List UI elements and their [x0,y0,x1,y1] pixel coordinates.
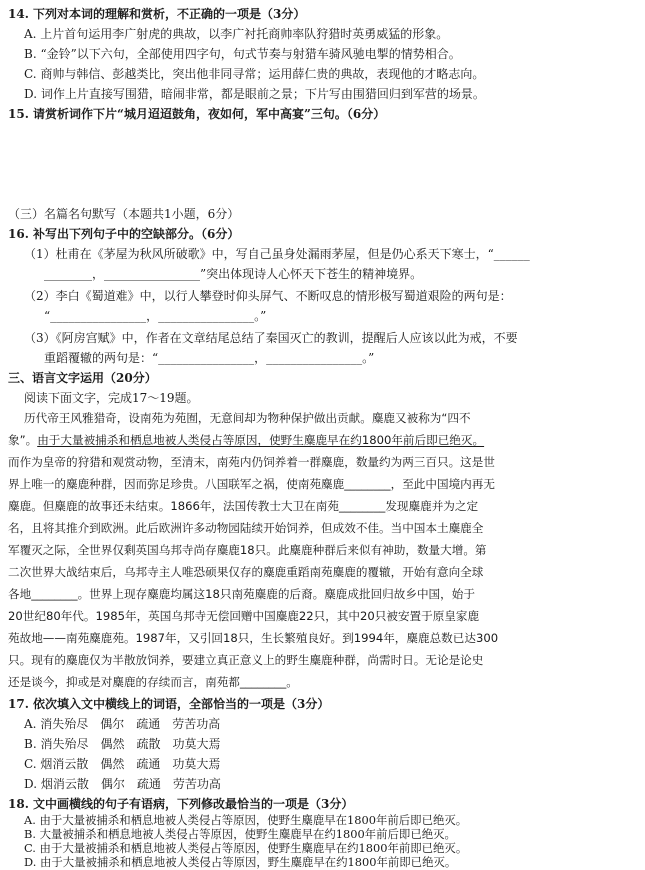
q18-option-d: D. 由于大量被捕杀和栖息地被人类侵占等原因，野生麋鹿早在约1800年前即已绝灭。 [24,855,457,869]
passage-line-4: 界上唯一的麋鹿种群，因而弥足珍贵。八国联军之祸，使南苑麋鹿________，至此中国境内再无 [8,477,495,491]
section-three-title: （三）名篇名句默写（本题共1小题，6分） [8,207,240,221]
q16-part3-line2: 重蹈覆辙的两句是：“________________，________________。” [44,351,375,365]
q14-option-c: C. 商帅与韩信、彭越类比，突出他非同寻常；运用薛仁贵的典故，表现他的才略志向。 [24,67,485,81]
q16-part3-line1: （3）《阿房宫赋》中，作者在文章结尾总结了秦国灭亡的教训，提醒后人应该以此为戒，不要 [24,331,518,345]
passage-line-9: 各地________。世界上现存麋鹿均属这18只南苑麋鹿的后裔。麋鹿成批回归故乡中国，始于 [8,587,475,601]
part-three-title: 三、语言文字运用（20分） [8,371,157,385]
q17-option-d: D. 烟消云散 偶尔 疏通 劳苦功高 [24,777,221,791]
q16-part1-line2: ________，________________”突出体现诗人心怀天下苍生的精神境界。 [44,267,423,281]
q18-stem: 18. 文中画横线的句子有语病，下列修改最恰当的一项是（3分） [8,797,354,811]
passage-line-13: 还是谈今，抑或是对麋鹿的存续而言，南苑都________。 [8,675,298,689]
q17-option-a: A. 消失殆尽 偶尔 疏通 劳苦功高 [24,717,221,731]
q18-option-a: A. 由于大量被捕杀和栖息地被人类侵占等原因，使野生麋鹿早在1800年前后即已绝灭。 [24,813,468,827]
passage-line-10: 20世纪80年代。1985年，英国乌邦寺无偿回赠中国麋鹿22只，其中20只被安置于原皇家鹿 [8,609,480,623]
passage-line-2 [8,430,484,450]
q14-stem: 14. 下列对本词的理解和赏析，不正确的一项是（3分） [8,7,306,21]
q16-part2-line2: “________________，________________。” [44,309,267,323]
q15-stem: 15. 请赏析词作下片“城月迢迢鼓角，夜如何，军中高宴”三句。（6分） [8,107,386,121]
passage-line-11: 苑故地——南苑麋鹿苑。1987年，又引回18只，生长繁殖良好。到1994年，麋鹿总数已达300 [8,631,499,645]
passage-line-6: 名，且将其推介到欧洲。此后欧洲许多动物园陆续开始饲养，但成效不佳。当中国本土麋鹿全 [8,521,484,535]
passage-line-2-lead: 象”。 [8,433,38,447]
q17-stem: 17. 依次填入文中横线上的词语，全部恰当的一项是（3分） [8,697,330,711]
q14-option-b: B. “金铃”以下六句，全部使用四字句，句式节奏与射猎车骑风驰电掣的情势相合。 [24,47,461,61]
q16-part2-line1: （2）李白《蜀道难》中，以行人攀登时仰头屏气、不断叹息的情形极写蜀道艰险的两句是： [24,289,512,303]
passage-line-5: 麋鹿。但麋鹿的故事还未结束。1866年，法国传教士大卫在南苑________发现麋鹿并为之定 [8,499,479,513]
q16-part1-line1: （1）杜甫在《茅屋为秋风所破歌》中，写自己虽身处漏雨茅屋，但是仍心系天下寒士，“______ [24,247,530,261]
q17-option-b: B. 消失殆尽 偶然 疏散 功莫大焉 [24,737,221,751]
q14-option-d: D. 词作上片直接写围猎，暗闹非常，都是眼前之景；下片写由围猎回归到军营的场景。 [24,87,485,101]
q14-option-a: A. 上片首句运用李广射虎的典故，以李广衬托商帅率队狩猎时英勇威猛的形象。 [24,27,449,41]
passage-line-8: 二次世界大战结束后，乌邦寺主人唯恐硕果仅存的麋鹿重蹈南苑麋鹿的覆辙，开始有意向全球 [8,565,484,579]
q17-option-c: C. 烟消云散 偶然 疏通 功莫大焉 [24,757,221,771]
passage-line-3: 而作为皇帝的狩猎和观赏动物，至清末，南苑内仍饲养着一群麋鹿，数量约为两三百只。这是世 [8,455,495,469]
q18-option-c: C. 由于大量被捕杀和栖息地被人类侵占等原因，使野生麋鹿早在约1800年前即已绝灭。 [24,841,468,855]
q18-option-b: B. 大量被捕杀和栖息地被人类侵占等原因，使野生麋鹿早在约1800年前后即已绝灭。 [24,827,456,841]
passage-line-7: 军覆灭之际，全世界仅剩英国乌邦寺尚存麋鹿18只。此麋鹿种群后来似有神助，数量大增。第 [8,543,487,557]
passage-line-1: 历代帝王风雅猎奇，设南苑为苑囿，无意间却为物种保护做出贡献。麋鹿又被称为“四不 [24,411,471,425]
passage-line-12: 只。现有的麋鹿仅为半散放饲养，要建立真正意义上的野生麋鹿种群，尚需时日。无论是论史 [8,653,484,667]
underlined-sentence: 由于大量被捕杀和栖息地被人类侵占等原因，使野生麋鹿早在约1800年前后即已绝灭。 [37,433,485,447]
q16-stem: 16. 补写出下列句子中的空缺部分。（6分） [8,227,240,241]
part-three-intro: 阅读下面文字，完成17～19题。 [24,391,199,405]
